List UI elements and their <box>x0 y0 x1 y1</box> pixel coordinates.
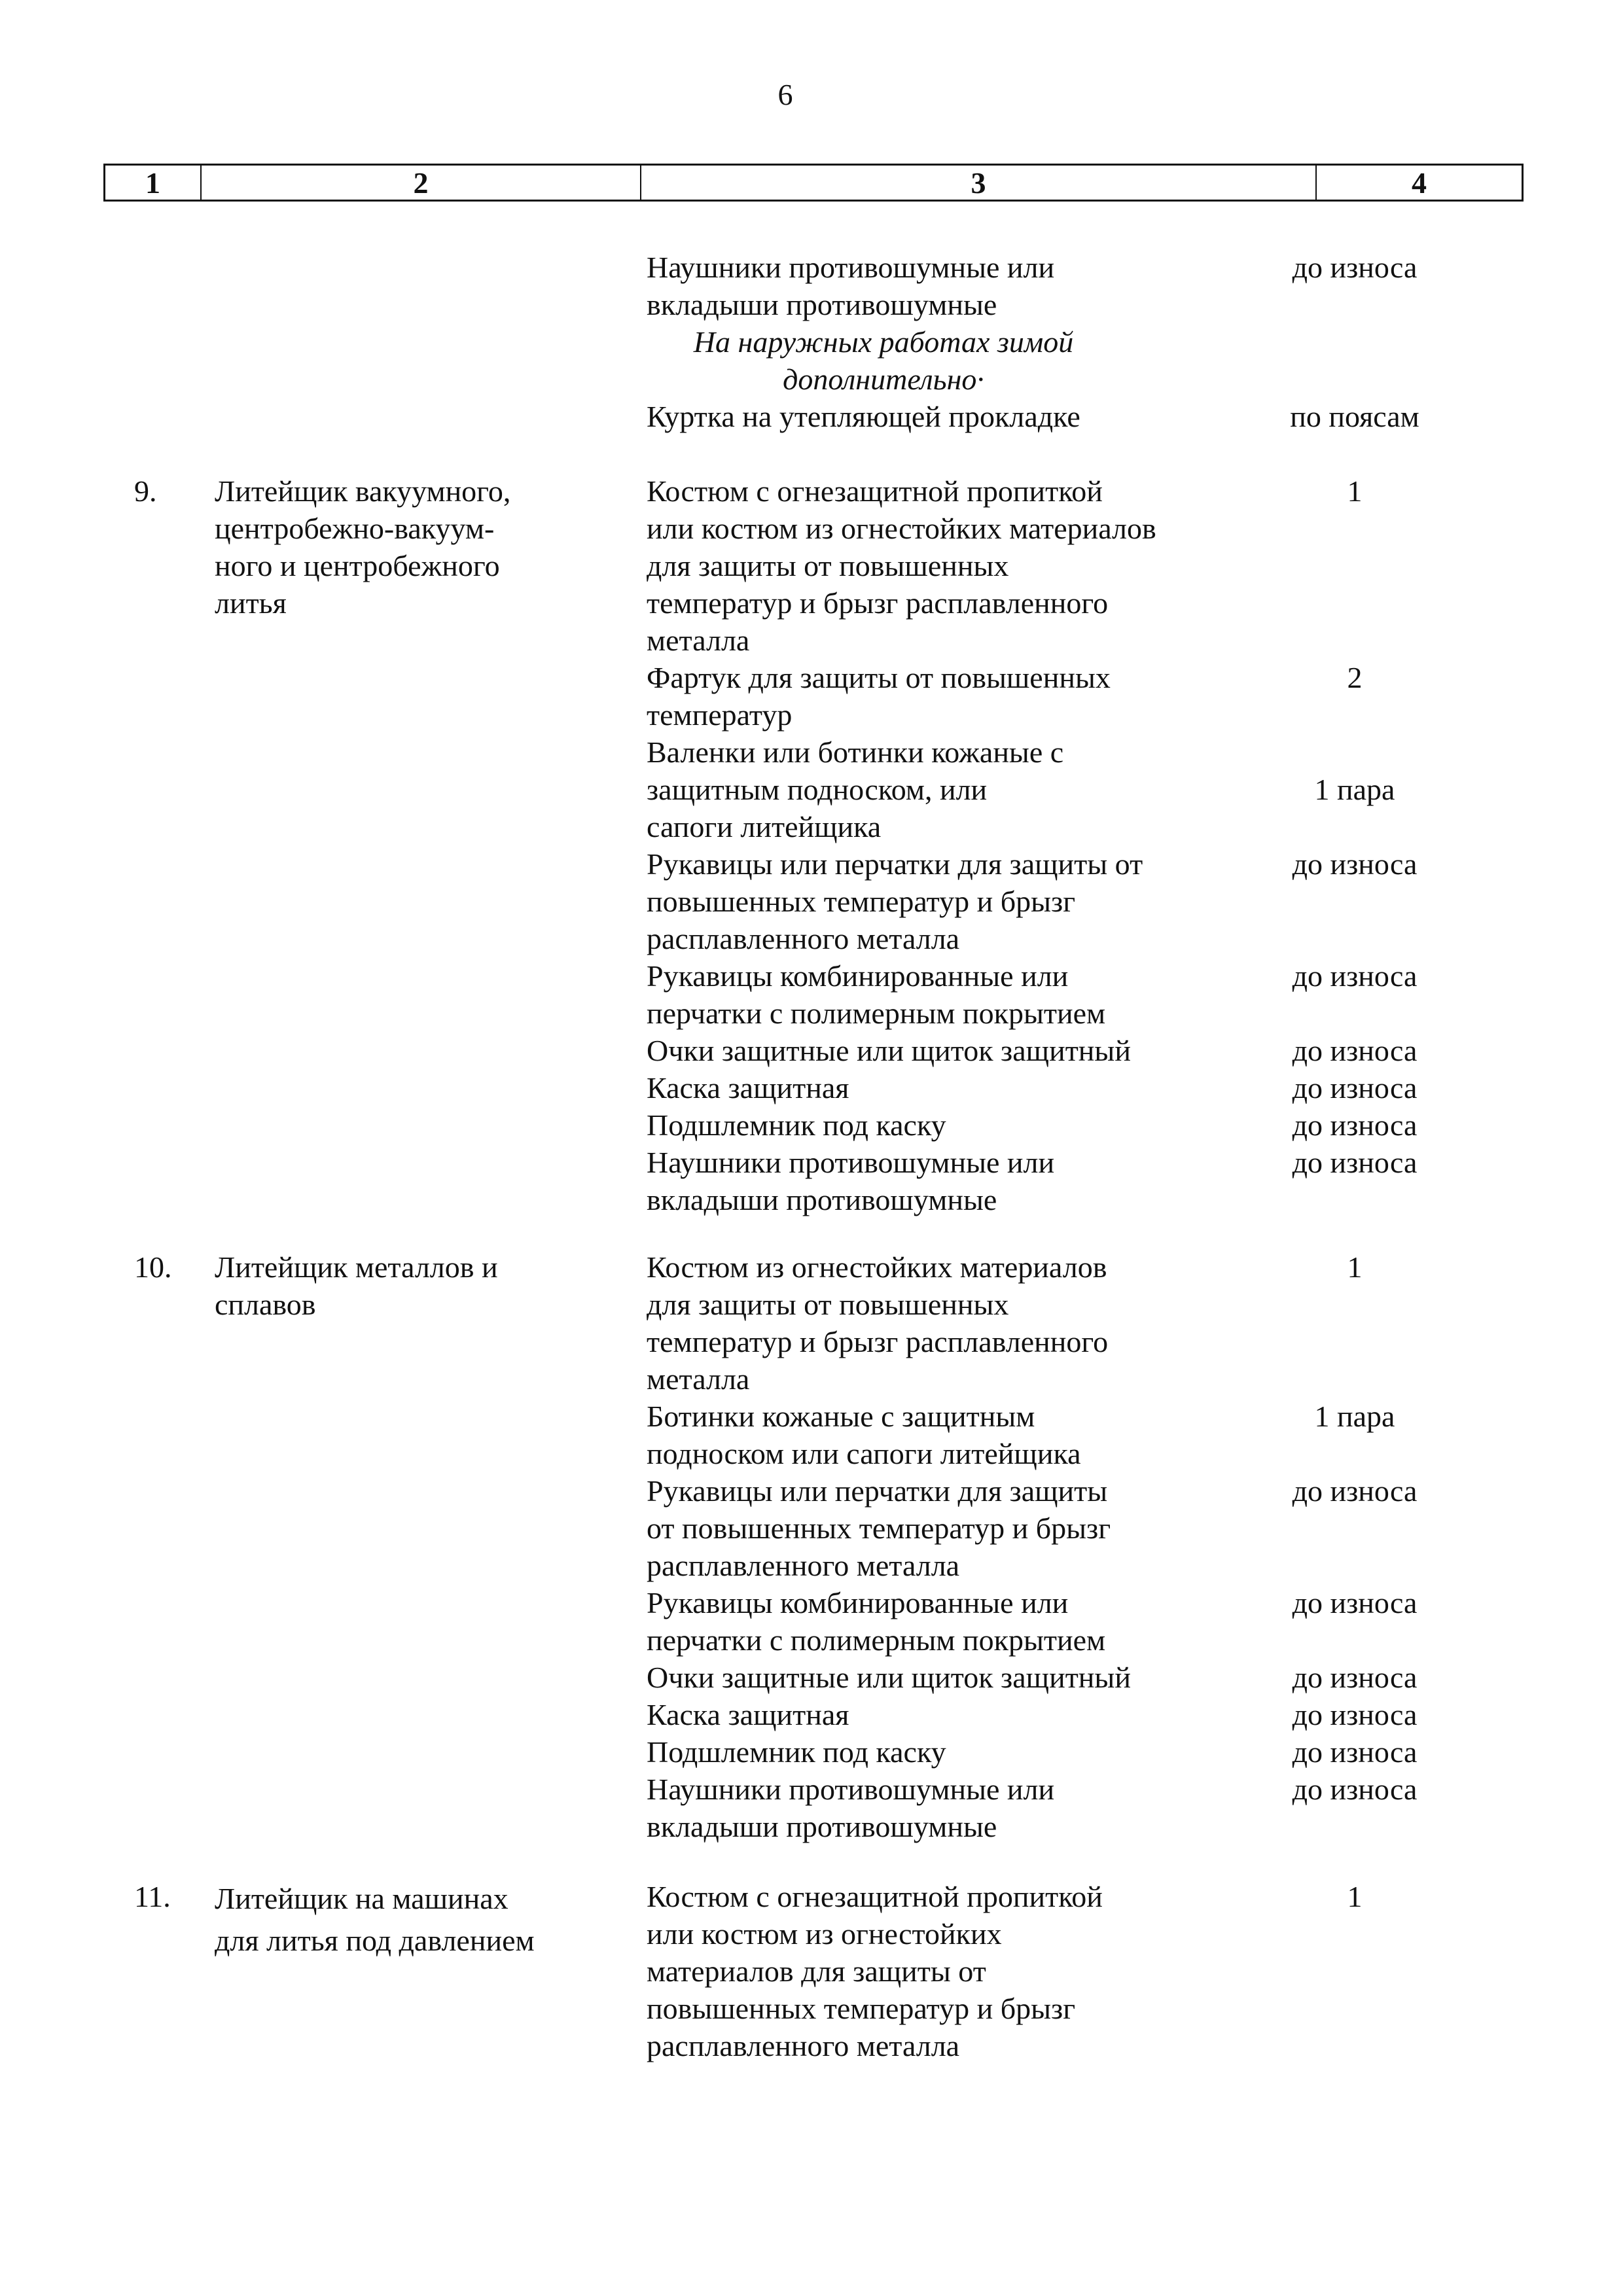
ppe-item: Наушники противошумные или вкладыши противошумные <box>647 1773 1055 1843</box>
ppe-item: Подшлемник под каску <box>647 1108 946 1142</box>
ppe-item: Наушники противошумные или вкладыши противошумные <box>647 1146 1055 1216</box>
ppe-norm: до износа <box>1292 847 1418 881</box>
table-header <box>103 164 1524 202</box>
ppe-norm: до износа <box>1292 251 1418 284</box>
ppe-item: Подшлемник под каску <box>647 1735 946 1769</box>
ppe-norm: до износа <box>1292 1034 1418 1067</box>
header-col-3: 3 <box>641 166 1317 200</box>
row-number: 9. <box>134 474 157 508</box>
ppe-item: Фартук для защиты от повышенных температур <box>647 661 1111 732</box>
ppe-item: Очки защитные или щиток защитный <box>647 1034 1131 1067</box>
ppe-norm: до износа <box>1292 1108 1418 1142</box>
row-number: 10. <box>134 1250 172 1284</box>
ppe-norm: по поясам <box>1290 400 1419 433</box>
ppe-norm: 1 <box>1347 1250 1363 1284</box>
ppe-norm: до износа <box>1292 1735 1418 1769</box>
ppe-norm: до износа <box>1292 1071 1418 1104</box>
header-col-1: 1 <box>105 166 202 200</box>
ppe-norm: 1 <box>1347 474 1363 508</box>
ppe-item: Каска защитная <box>647 1071 849 1104</box>
page-number: 6 <box>777 78 793 111</box>
ppe-norm: 1 пара <box>1314 773 1395 806</box>
ppe-norm: до износа <box>1292 1661 1418 1694</box>
ppe-norm: до износа <box>1292 1698 1418 1731</box>
ppe-norm: до износа <box>1292 959 1418 993</box>
profession: Литейщик на машинах для литья под давлением <box>215 1882 535 1957</box>
ppe-item: Костюм из огнестойких материалов для защиты от повышенных температур и брызг расплавленного металла <box>647 1250 1109 1396</box>
ppe-norm: 1 <box>1347 1880 1363 1913</box>
header-col-4: 4 <box>1412 166 1427 200</box>
ppe-norm: до износа <box>1292 1474 1418 1508</box>
ppe-item: Костюм с огнезащитной пропиткой или костюм из огнестойких материалов для защиты от повышенных температур и брызг расплавленного металла <box>647 474 1156 657</box>
row-number: 11. <box>134 1880 171 1913</box>
ppe-norm: до износа <box>1292 1773 1418 1806</box>
ppe-item: Рукавицы комбинированные или перчатки с полимерным покрытием <box>647 959 1106 1030</box>
header-col-2: 2 <box>202 166 641 200</box>
ppe-norm: до износа <box>1292 1146 1418 1179</box>
ppe-item: Костюм с огнезащитной пропиткой или костюм из огнестойких материалов для защиты от повышенных температур и брызг расплавленного металла <box>647 1880 1103 2062</box>
section-note: На наружных работах зимой дополнительно· <box>693 325 1074 396</box>
ppe-norm: 1 пара <box>1314 1400 1395 1433</box>
ppe-item: Рукавицы или перчатки для защиты от повышенных температур и брызг расплавленного металла <box>647 847 1143 955</box>
ppe-item: Наушники противошумные или вкладыши противошумные <box>647 251 1055 321</box>
profession: Литейщик металлов и сплавов <box>215 1250 498 1321</box>
ppe-item: Каска защитная <box>647 1698 849 1731</box>
ppe-item: Валенки или ботинки кожаные с защитным подноском, или сапоги литейщика <box>647 735 1064 843</box>
profession: Литейщик вакуумного, центробежно-вакуум- ного и центробежного литья <box>215 474 511 620</box>
ppe-item: Куртка на утепляющей прокладке <box>647 400 1080 433</box>
ppe-norm: 2 <box>1347 661 1363 694</box>
ppe-item: Рукавицы комбинированные или перчатки с полимерным покрытием <box>647 1586 1106 1657</box>
ppe-item: Ботинки кожаные с защитным подноском или сапоги литейщика <box>647 1400 1081 1470</box>
ppe-item: Очки защитные или щиток защитный <box>647 1661 1131 1694</box>
ppe-norm: до износа <box>1292 1586 1418 1619</box>
ppe-item: Рукавицы или перчатки для защиты от повышенных температур и брызг расплавленного металла <box>647 1474 1111 1582</box>
